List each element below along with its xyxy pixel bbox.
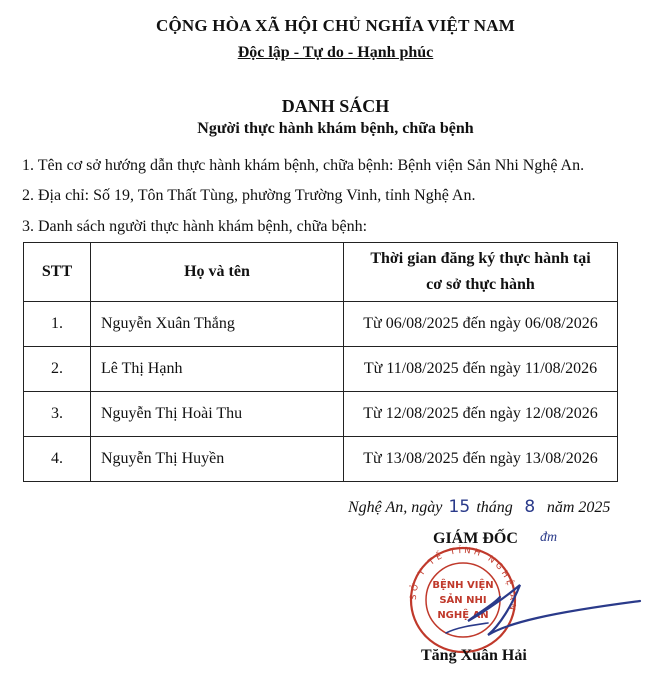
stamp-line-1: BỆNH VIỆN <box>432 580 494 591</box>
header-time-line2: cơ sở thực hành <box>426 276 535 293</box>
place-date-line <box>348 497 610 517</box>
signature-underline <box>446 623 488 633</box>
row-time: Từ 06/08/2025 đến ngày 06/08/2026 <box>344 302 618 347</box>
header-name: Họ và tên <box>91 243 344 302</box>
stamp-line-3: NGHỆ AN <box>437 610 489 621</box>
row-time: Từ 11/08/2025 đến ngày 11/08/2026 <box>344 347 618 392</box>
motto-text: Độc lập - Tự do - Hạnh phúc <box>237 44 434 61</box>
table-row <box>24 347 618 392</box>
table-header-row <box>24 243 618 302</box>
document-title: DANH SÁCH <box>281 96 390 116</box>
header-time-line1: Thời gian đăng ký thực hành tại <box>370 250 591 267</box>
header-time <box>344 243 618 302</box>
row-stt: 4. <box>24 437 91 482</box>
place-date-prefix: Nghệ An, ngày <box>348 499 443 516</box>
table-row <box>24 437 618 482</box>
handwritten-day: 15 <box>448 497 471 517</box>
row-stt: 1. <box>24 302 91 347</box>
practitioner-table <box>23 242 618 482</box>
header-stt: STT <box>24 243 91 302</box>
handwritten-signature <box>408 575 643 655</box>
signer-name: Tăng Xuân Hải <box>421 647 527 664</box>
row-time: Từ 12/08/2025 đến ngày 12/08/2026 <box>344 392 618 437</box>
row-name: Nguyễn Xuân Thắng <box>91 302 344 347</box>
month-label: tháng <box>476 499 513 516</box>
national-motto <box>0 44 671 62</box>
table-row <box>24 392 618 437</box>
row-time: Từ 13/08/2025 đến ngày 13/08/2026 <box>344 437 618 482</box>
document-subtitle: Người thực hành khám bệnh, chữa bệnh <box>197 120 474 137</box>
stamp-ring-textpath: SỞ Y TẾ TỈNH NGHỆ AN <box>408 545 518 614</box>
signature-stroke <box>468 585 640 635</box>
row-name: Lê Thị Hạnh <box>91 347 344 392</box>
facility-name-line: 1. Tên cơ sở hướng dẫn thực hành khám bệnh, chữa bệnh: Bệnh viện Sản Nhi Nghệ An. <box>22 157 585 174</box>
row-stt: 2. <box>24 347 91 392</box>
stamp-line-2: SẢN NHI <box>439 595 487 606</box>
address-line: 2. Địa chỉ: Số 19, Tôn Thất Tùng, phường Trường Vinh, tỉnh Nghệ An. <box>22 187 476 204</box>
handwritten-month: 8 <box>524 497 536 517</box>
list-heading-line: 3. Danh sách người thực hành khám bệnh, chữa bệnh: <box>22 218 368 235</box>
row-name: Nguyễn Thị Huyền <box>91 437 344 482</box>
national-title: CỘNG HÒA XÃ HỘI CHỦ NGHĨA VIỆT NAM <box>156 16 515 35</box>
row-name: Nguyễn Thị Hoài Thu <box>91 392 344 437</box>
row-stt: 3. <box>24 392 91 437</box>
year-label: năm 2025 <box>546 499 611 516</box>
table-row <box>24 302 618 347</box>
handwritten-initials: đm <box>540 530 558 545</box>
director-title: GIÁM ĐỐC <box>433 530 518 547</box>
